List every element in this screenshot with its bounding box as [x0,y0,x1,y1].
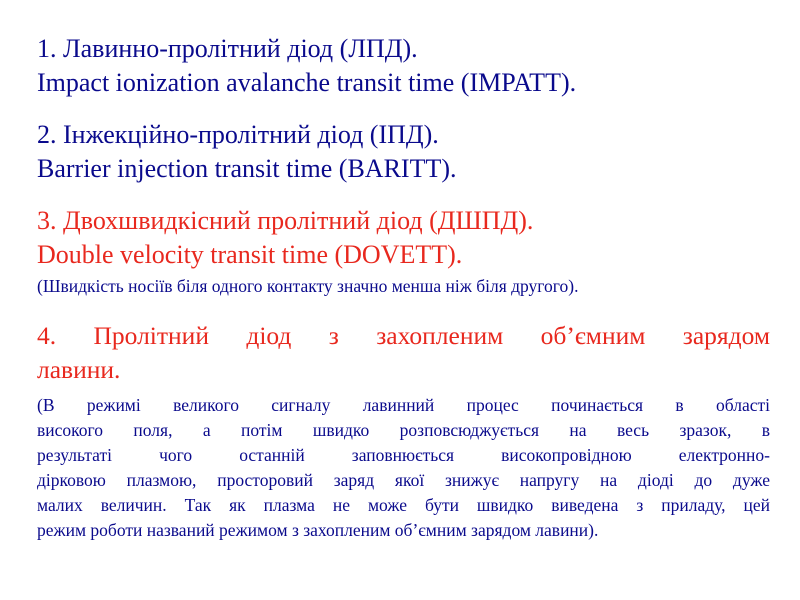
item-impatt-title-ua: 1. Лавинно-пролітний діод (ЛПД). [37,34,418,63]
item-dovett-title-en: Double velocity transit time (DOVETT). [37,240,463,269]
item-impatt [37,32,770,100]
description-line: малих величин. Так як плазма не може бути швидко виведена з приладу, цей [37,495,770,515]
item-dovett [37,204,770,299]
description-line: режим роботи названий режимом з захопленим об’ємним зарядом лавини). [37,520,599,540]
description-line: (В режимі великого сигналу лавинний процес починається в області [37,395,770,415]
slide-content [37,32,770,543]
item-baritt [37,118,770,186]
item-dovett-title-ua: 3. Двохшвидкісний пролітний діод (ДШПД). [37,206,534,235]
item-trapatt-heading-line2: лавини. [37,355,121,384]
item-trapatt-description [37,393,770,543]
item-baritt-title-en: Barrier injection transit time (BARITT). [37,154,457,183]
item-dovett-note: (Швидкість носіїв біля одного контакту значно менша ніж біля другого). [37,276,579,296]
item-baritt-title-ua: 2. Інжекційно-пролітний діод (ІПД). [37,120,439,149]
item-impatt-title-en: Impact ionization avalanche transit time (IMPATT). [37,68,577,97]
description-line: високого поля, а потім швидко розповсюджується на весь зразок, в [37,420,770,440]
description-line: дірковою плазмою, просторовий заряд якої знижує напругу на діоді до дуже [37,470,770,490]
item-trapatt [37,319,770,543]
item-trapatt-heading-line1: 4. Пролітний діод з захопленим об’ємним зарядом [37,321,770,350]
description-line: результаті чого останній заповнюється високопровідною електронно- [37,445,770,465]
